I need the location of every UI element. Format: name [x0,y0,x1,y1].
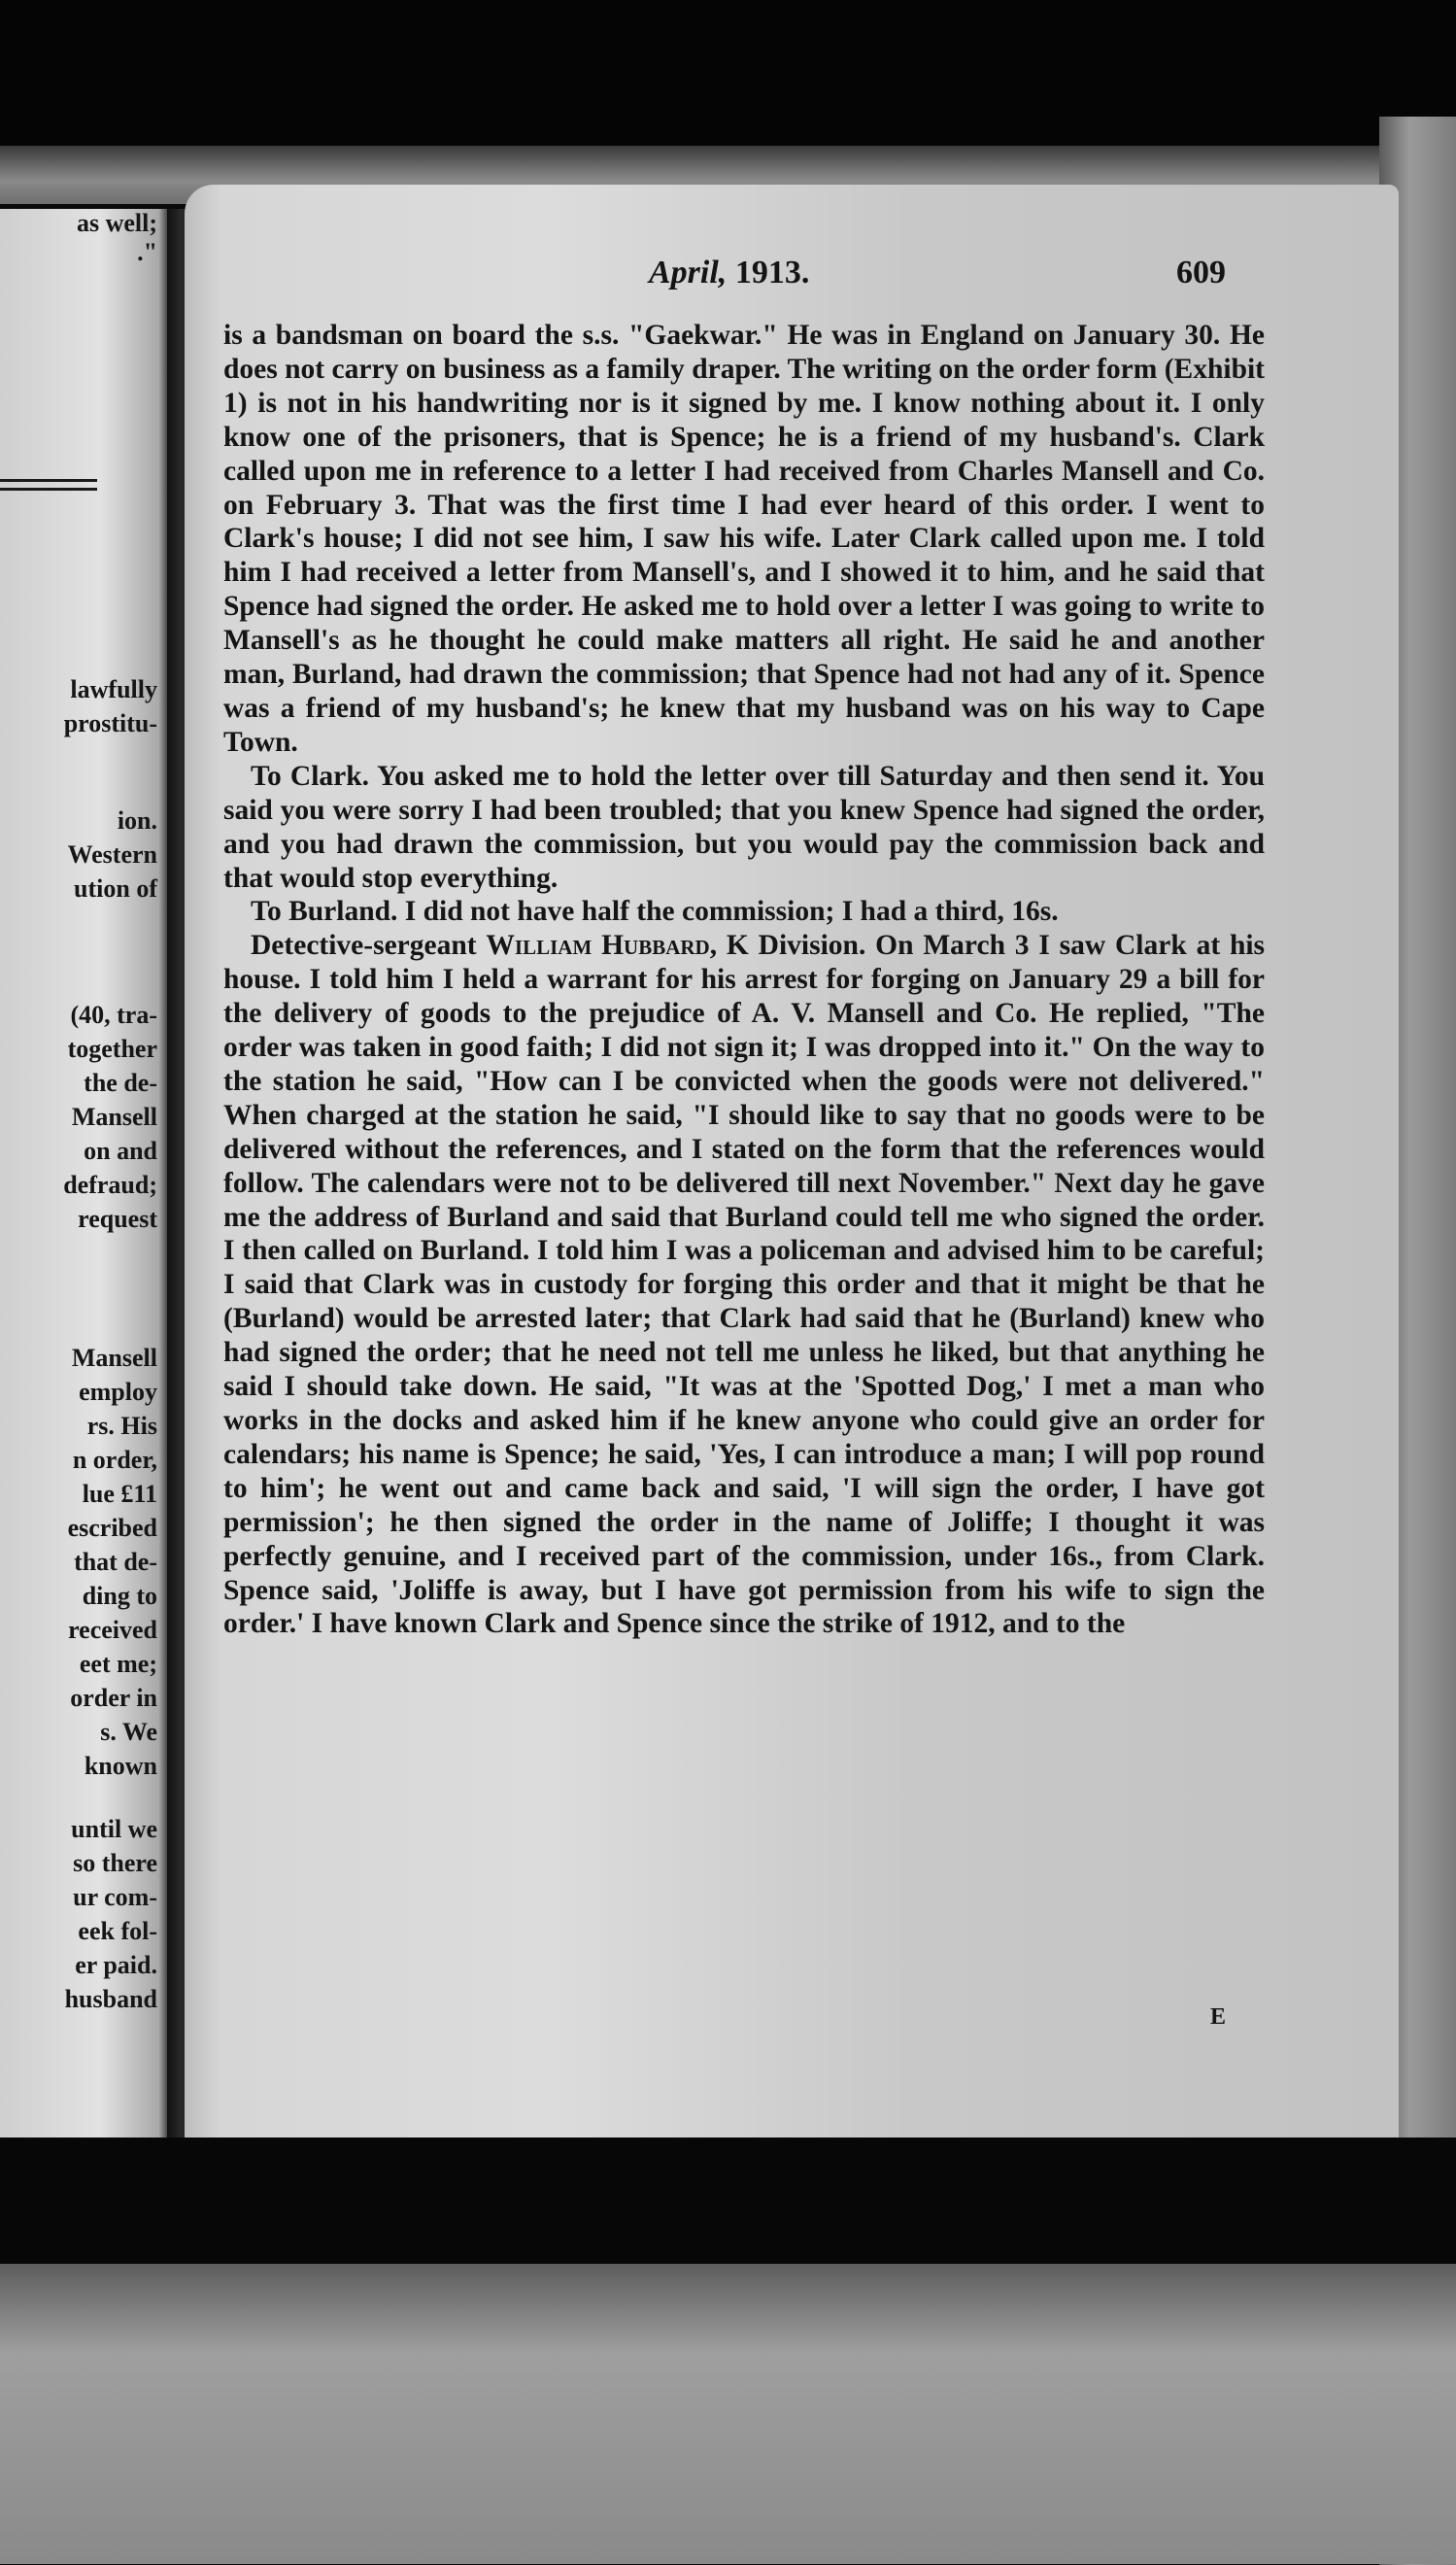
page-number: 609 [1176,255,1226,291]
left-page-edge [0,209,167,2176]
left-fragment: ution of [74,874,157,903]
left-rule [0,479,97,482]
running-head-year: 1913. [734,255,810,291]
paragraph-2: To Clark. You asked me to hold the letter over till Saturday and then send it. You said you were sorry I had been troubled; that you knew Spence had signed the order, and you had drawn the commission, but you would pay the commission back and that would stop everything. [223,760,1265,894]
left-fragment: Western [67,840,157,869]
left-fragment: employ [79,1378,157,1406]
signature-mark: E [1209,2004,1226,2030]
witness-testimony: K Division. On March 3 I saw Clark at his house. I told him I held a warrant for his arrest for forging on January 29 a bill for the delivery of goods to the prejudice of A. V. Mansell and Co. He replied, "The order was taken in good faith; I did not sign it; I was dropped into it." On the way to the station he said, "How can I be convicted when the goods were not delivered." When charged at the station he said, "I should like to say that no goods were to be delivered without the references, and I stated on the form that the references would follow. The calendars were not to be delivered till next November." Next day he gave me the address of Burland and said that Burland could tell me who signed the order. I then called on Burland. I told him I was a policeman and advised him to be careful; I said that Clark was in custody for forging this order and that it might be that he (Burland) would be arrested later; that Clark had said that he (Burland) knew who had signed the order; that he need not tell me unless he liked, but that anything he said I should take down. He said, "It was at the 'Spotted Dog,' I met a man who works in the docks and asked him if he knew anyone who could give an order for calendars; his name is Spence; he said, 'Yes, I can introduce a man; I will pop round to him'; he went out and came back and said, 'I will sign the order, I have got permission'; he then signed the order in the name of Joliffe; I thought it was perfectly genuine, and I received part of the commission, under 16s., from Clark. Spence said, 'Joliffe is away, but I have got permission from his wife to sign the order.' I have known Clark and Spence since the strike of 1912, and to the [223,930,1266,1640]
body-text [223,319,1265,1641]
running-head-month: April, [649,255,728,291]
left-fragment: escribed [67,1514,157,1542]
running-head [649,255,809,291]
witness-name: William Hubbard, [486,930,718,962]
left-fragment: that de- [74,1548,157,1576]
left-fragment: (40, tra- [70,1001,157,1029]
paragraph-1: is a bandsman on board the s.s. "Gaekwar." He was in England on January 30. He does not carry on business as a family draper. The writing on the order form (Exhibit 1) is not in his handwriting nor is it signed by me. I know nothing about it. I only know one of the prisoners, that is Spence; he is a friend of my husband's. Clark called upon me in reference to a letter I had received from Charles Mansell and Co. on February 3. That was the first time I had ever heard of this order. I went to Clark's house; I did not see him, I saw his wife. Later Clark called upon me. I told him I had received a letter from Mansell's, and I showed it to him, and he said that Spence had signed the order. He asked me to hold over a letter I was going to write to Mansell's as he thought he could make matters all right. He said he and another man, Burland, had drawn the commission; that Spence had not had any of it. Spence was a friend of my husband's; he knew that my husband was on his way to Cape Town. [223,320,1265,758]
left-fragment: so there [73,1849,157,1877]
page-header [185,255,1399,293]
left-fragment: lue £11 [82,1480,157,1508]
left-rule [0,488,97,491]
left-fragment: rs. His [86,1412,157,1440]
left-fragment: Mansell [71,1103,157,1131]
left-fragment: defraud; [63,1171,157,1199]
scan-top-border [0,0,1456,155]
left-fragment: husband [64,1985,157,2013]
scan-bottom-strip [0,2264,1456,2564]
left-fragment: the de- [84,1069,157,1097]
right-page [185,185,1399,2157]
left-fragment: request [78,1205,157,1233]
left-fragment: ion. [117,806,157,835]
left-fragment: s. We [100,1718,157,1746]
paragraph-4 [223,929,1265,1641]
left-fragment: n order, [72,1446,157,1474]
paragraph-3: To Burland. I did not have half the commission; I had a third, 16s. [251,896,1059,928]
left-fragment: ding to [82,1582,157,1610]
left-fragment: together [67,1035,157,1063]
left-fragment: ur com- [73,1883,157,1911]
left-fragment: prostitu- [63,709,157,737]
left-fragment: as well; [76,209,157,237]
left-fragment: until we [71,1815,157,1843]
left-fragment: er paid. [75,1951,157,1979]
scan-bottom-band [0,2138,1456,2264]
left-fragment: lawfully [70,675,157,703]
left-fragment: ." [137,238,157,266]
left-fragment: known [84,1752,157,1780]
left-fragment: on and [84,1137,157,1165]
witness-title: Detective-sergeant [251,930,477,962]
left-fragment: received [68,1616,157,1644]
left-fragment: order in [70,1684,157,1712]
left-fragment: Mansell [71,1344,157,1372]
left-fragment: eek fol- [78,1917,157,1945]
left-fragment: eet me; [79,1650,157,1678]
